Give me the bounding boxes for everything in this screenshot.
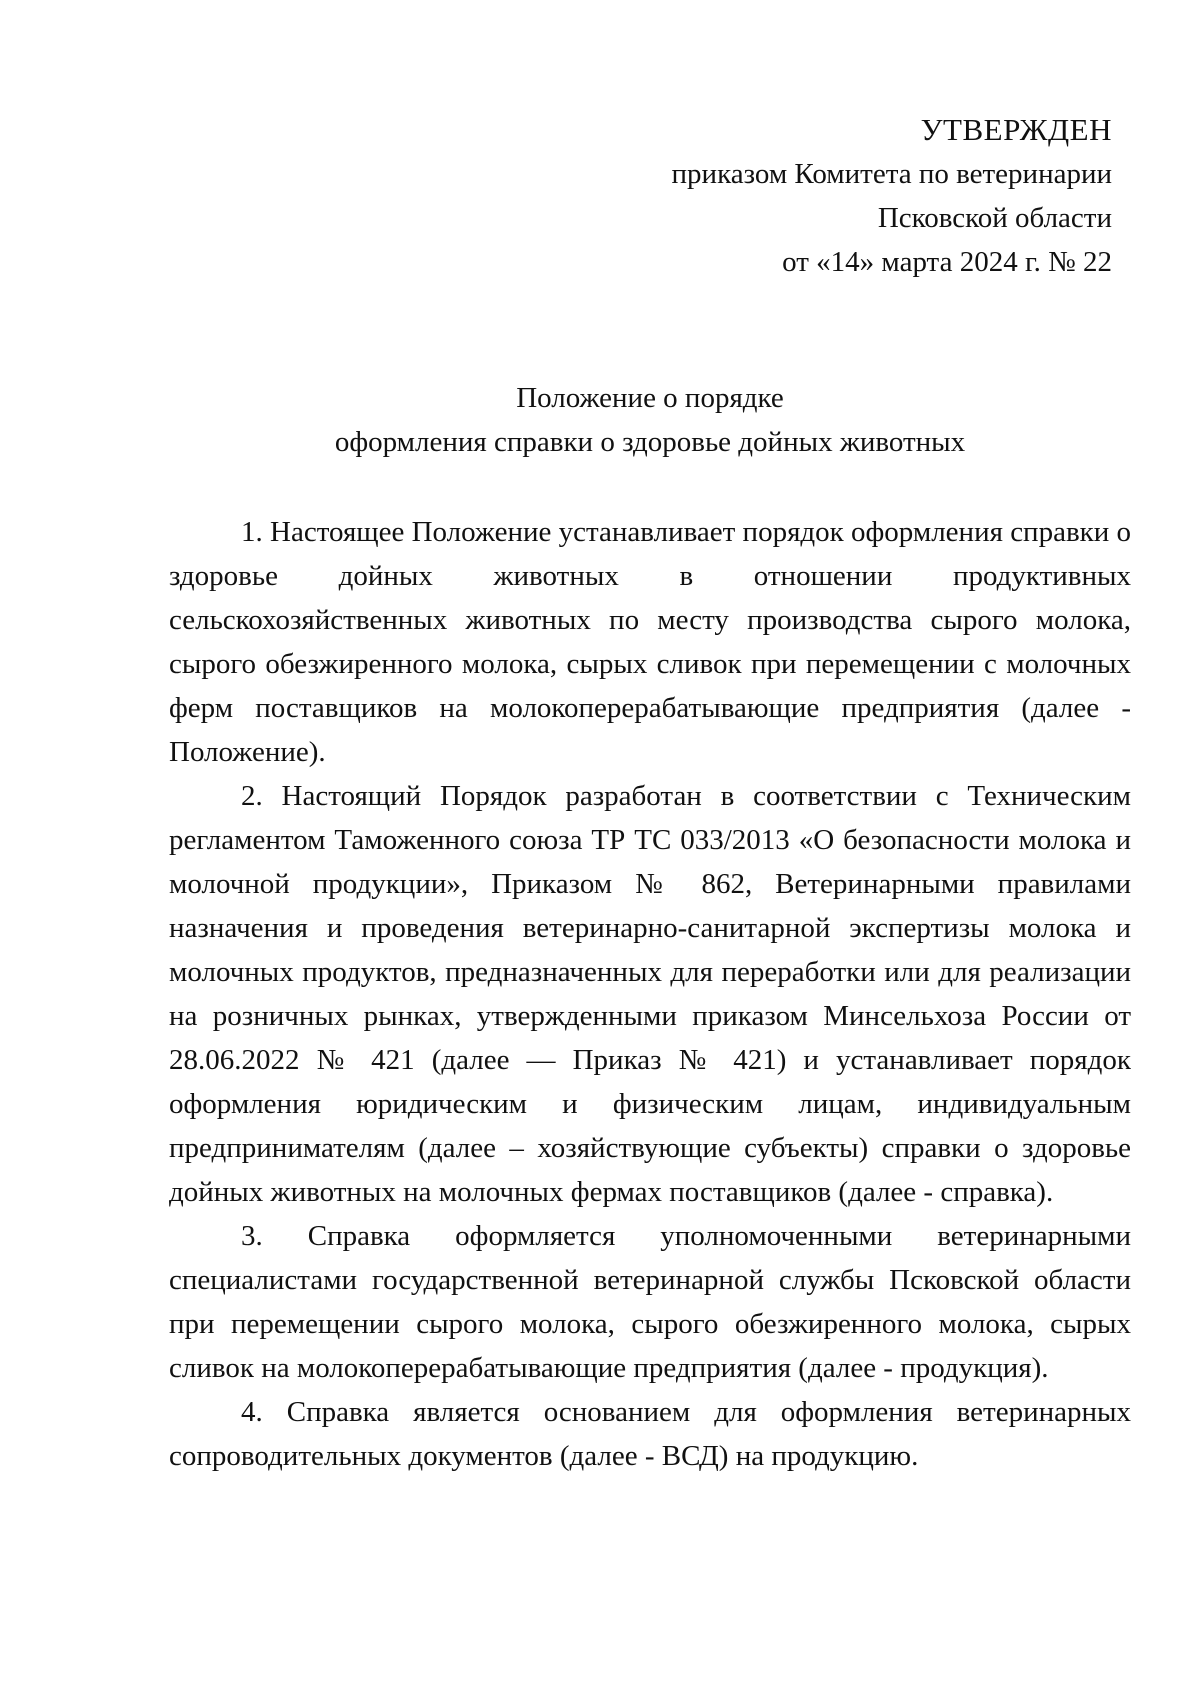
title-line-1: Положение о порядке bbox=[516, 382, 784, 414]
approval-date-line: от «14» марта 2024 г. № 22 bbox=[782, 246, 1112, 278]
paragraph-3 bbox=[169, 1214, 1131, 1390]
paragraph-1 bbox=[169, 510, 1131, 774]
document-title bbox=[170, 376, 1130, 464]
paragraph-text: Настоящее Положение устанавливает порядок оформления справки о здоровье дойных животных в отношении продуктивных сельскохозяйственных животных по месту производства сырого молока, сырого обезжиренного молока, сырых сливок при перемещении с молочных ферм поставщиков на молокоперерабатывающие предприятия (далее - Положение). bbox=[169, 516, 1132, 768]
approval-heading: УТВЕРЖДЕН bbox=[920, 112, 1112, 147]
approval-region-line: Псковской области bbox=[877, 202, 1112, 234]
paragraph-text: Справка является основанием для оформления ветеринарных сопроводительных документов (далее - ВСД) на продукцию. bbox=[169, 1396, 1132, 1472]
approval-stamp-block bbox=[552, 108, 1112, 284]
paragraph-text: Справка оформляется уполномоченными ветеринарными специалистами государственной ветеринарной службы Псковской области при перемещении сырого молока, сырого обезжиренного молока, сырых сливок на молокоперерабатывающие предприятия (далее - продукция). bbox=[169, 1220, 1132, 1384]
paragraph-number: 4. bbox=[241, 1396, 263, 1428]
paragraph-4 bbox=[169, 1390, 1131, 1478]
paragraph-text: Настоящий Порядок разработан в соответствии с Техническим регламентом Таможенного союза ТР ТС 033/2013 «О безопасности молока и молочной продукции», Приказом № 862, Ветеринарными правилами назначения и проведения ветеринарно-санитарной экспертизы молока и молочных продуктов, предназначенных для переработки или для реализации на розничных рынках, утвержденными приказом Минсельхоза России от 28.06.2022 № 421 (далее — Приказ № 421) и устанавливает порядок оформления юридическим и физическим лицам, индивидуальным предпринимателям (далее – хозяйствующие субъекты) справки о здоровье дойных животных на молочных фермах поставщиков (далее - справка). bbox=[169, 780, 1132, 1208]
paragraph-number: 1. bbox=[241, 516, 263, 548]
approval-order-line: приказом Комитета по ветеринарии bbox=[671, 158, 1112, 190]
title-line-2: оформления справки о здоровье дойных животных bbox=[334, 426, 966, 458]
paragraph-2 bbox=[169, 774, 1131, 1214]
paragraph-number: 2. bbox=[241, 780, 263, 812]
paragraph-number: 3. bbox=[241, 1220, 263, 1252]
document-body bbox=[169, 510, 1131, 1478]
